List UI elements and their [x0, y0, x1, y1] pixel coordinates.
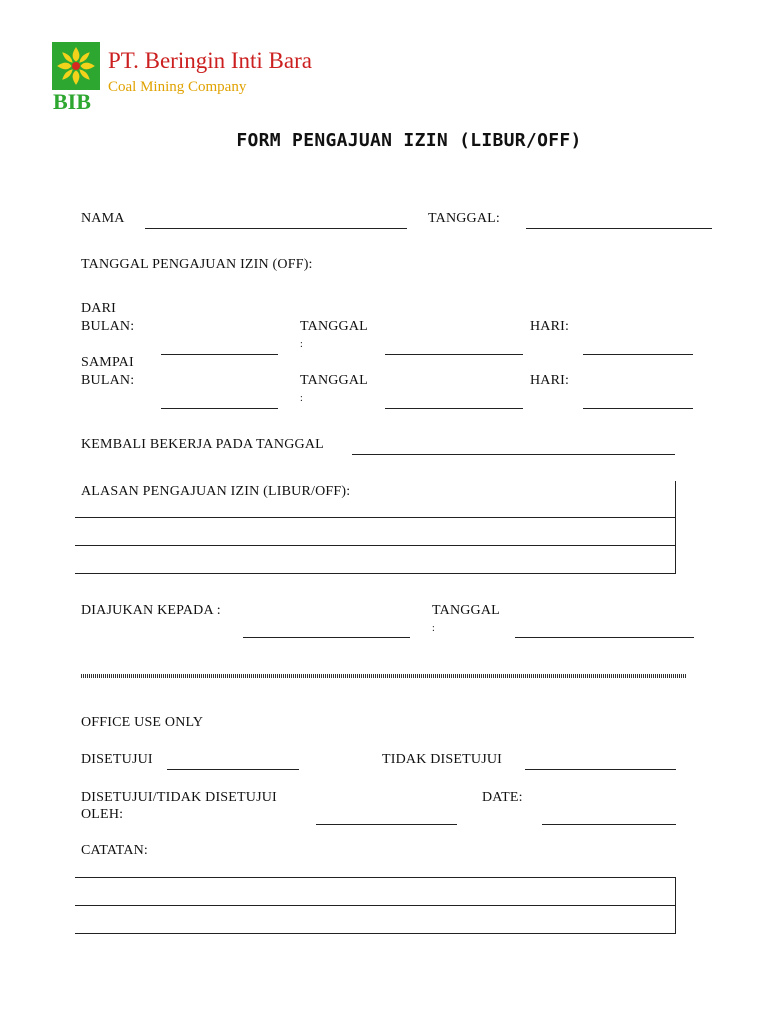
section-separator — [81, 674, 687, 678]
sampai-hari-field[interactable] — [583, 392, 693, 409]
diajukan-label: DIAJUKAN KEPADA : — [81, 603, 221, 618]
logo-abbreviation: BIB — [53, 89, 91, 114]
dari-tanggal-colon: : — [300, 339, 303, 350]
dari-tanggal-label: TANGGAL — [300, 319, 368, 334]
company-tagline: Coal Mining Company — [108, 79, 247, 95]
dari-hari-label: HARI: — [530, 319, 570, 334]
catatan-line-2[interactable] — [75, 905, 676, 906]
tidak-disetujui-label: TIDAK DISETUJUI — [382, 752, 503, 767]
diajukan-tanggal-field[interactable] — [515, 621, 694, 638]
sampai-tanggal-field[interactable] — [385, 392, 523, 409]
tanggal-field[interactable] — [526, 212, 712, 229]
dari-hari-field[interactable] — [583, 338, 693, 355]
office-heading: OFFICE USE ONLY — [81, 715, 204, 730]
sampai-hari-label: HARI: — [530, 373, 570, 388]
sampai-tanggal-colon: : — [300, 393, 303, 404]
tanggal-label: TANGGAL: — [428, 211, 501, 226]
alasan-line-3[interactable] — [75, 573, 676, 574]
oleh-label-line2: OLEH: — [81, 807, 124, 822]
company-logo — [52, 42, 100, 90]
sampai-tanggal-label: TANGGAL — [300, 373, 368, 388]
dari-bulan-field[interactable] — [161, 338, 278, 355]
form-title: FORM PENGAJUAN IZIN (LIBUR/OFF) — [236, 130, 582, 151]
disetujui-label: DISETUJUI — [81, 752, 153, 767]
pengajuan-label: TANGGAL PENGAJUAN IZIN (OFF): — [81, 257, 313, 272]
sampai-bulan-field[interactable] — [161, 392, 278, 409]
diajukan-field[interactable] — [243, 621, 410, 638]
tidak-disetujui-field[interactable] — [525, 753, 676, 770]
catatan-label: CATATAN: — [81, 843, 149, 858]
date-label: DATE: — [482, 790, 523, 805]
alasan-line-1[interactable] — [75, 517, 676, 518]
dari-bulan-label: BULAN: — [81, 319, 135, 334]
dari-tanggal-field[interactable] — [385, 338, 523, 355]
catatan-line-1[interactable] — [75, 877, 676, 878]
sampai-bulan-label: BULAN: — [81, 373, 135, 388]
kembali-label: KEMBALI BEKERJA PADA TANGGAL — [81, 437, 324, 452]
oleh-field[interactable] — [316, 808, 457, 825]
dari-label: DARI — [81, 301, 117, 316]
disetujui-field[interactable] — [167, 753, 299, 770]
alasan-box-border — [675, 481, 676, 573]
date-field[interactable] — [542, 808, 676, 825]
catatan-line-3[interactable] — [75, 933, 676, 934]
oleh-label-line1: DISETUJUI/TIDAK DISETUJUI — [81, 790, 277, 805]
company-name: PT. Beringin Inti Bara — [108, 48, 312, 73]
banyan-leaf-icon — [52, 42, 100, 90]
nama-field[interactable] — [145, 212, 407, 229]
alasan-label: ALASAN PENGAJUAN IZIN (LIBUR/OFF): — [81, 484, 351, 499]
diajukan-tanggal-label: TANGGAL — [432, 603, 500, 618]
diajukan-tanggal-colon: : — [432, 623, 435, 634]
nama-label: NAMA — [81, 211, 125, 226]
sampai-label: SAMPAI — [81, 355, 134, 370]
kembali-field[interactable] — [352, 438, 675, 455]
alasan-line-2[interactable] — [75, 545, 676, 546]
